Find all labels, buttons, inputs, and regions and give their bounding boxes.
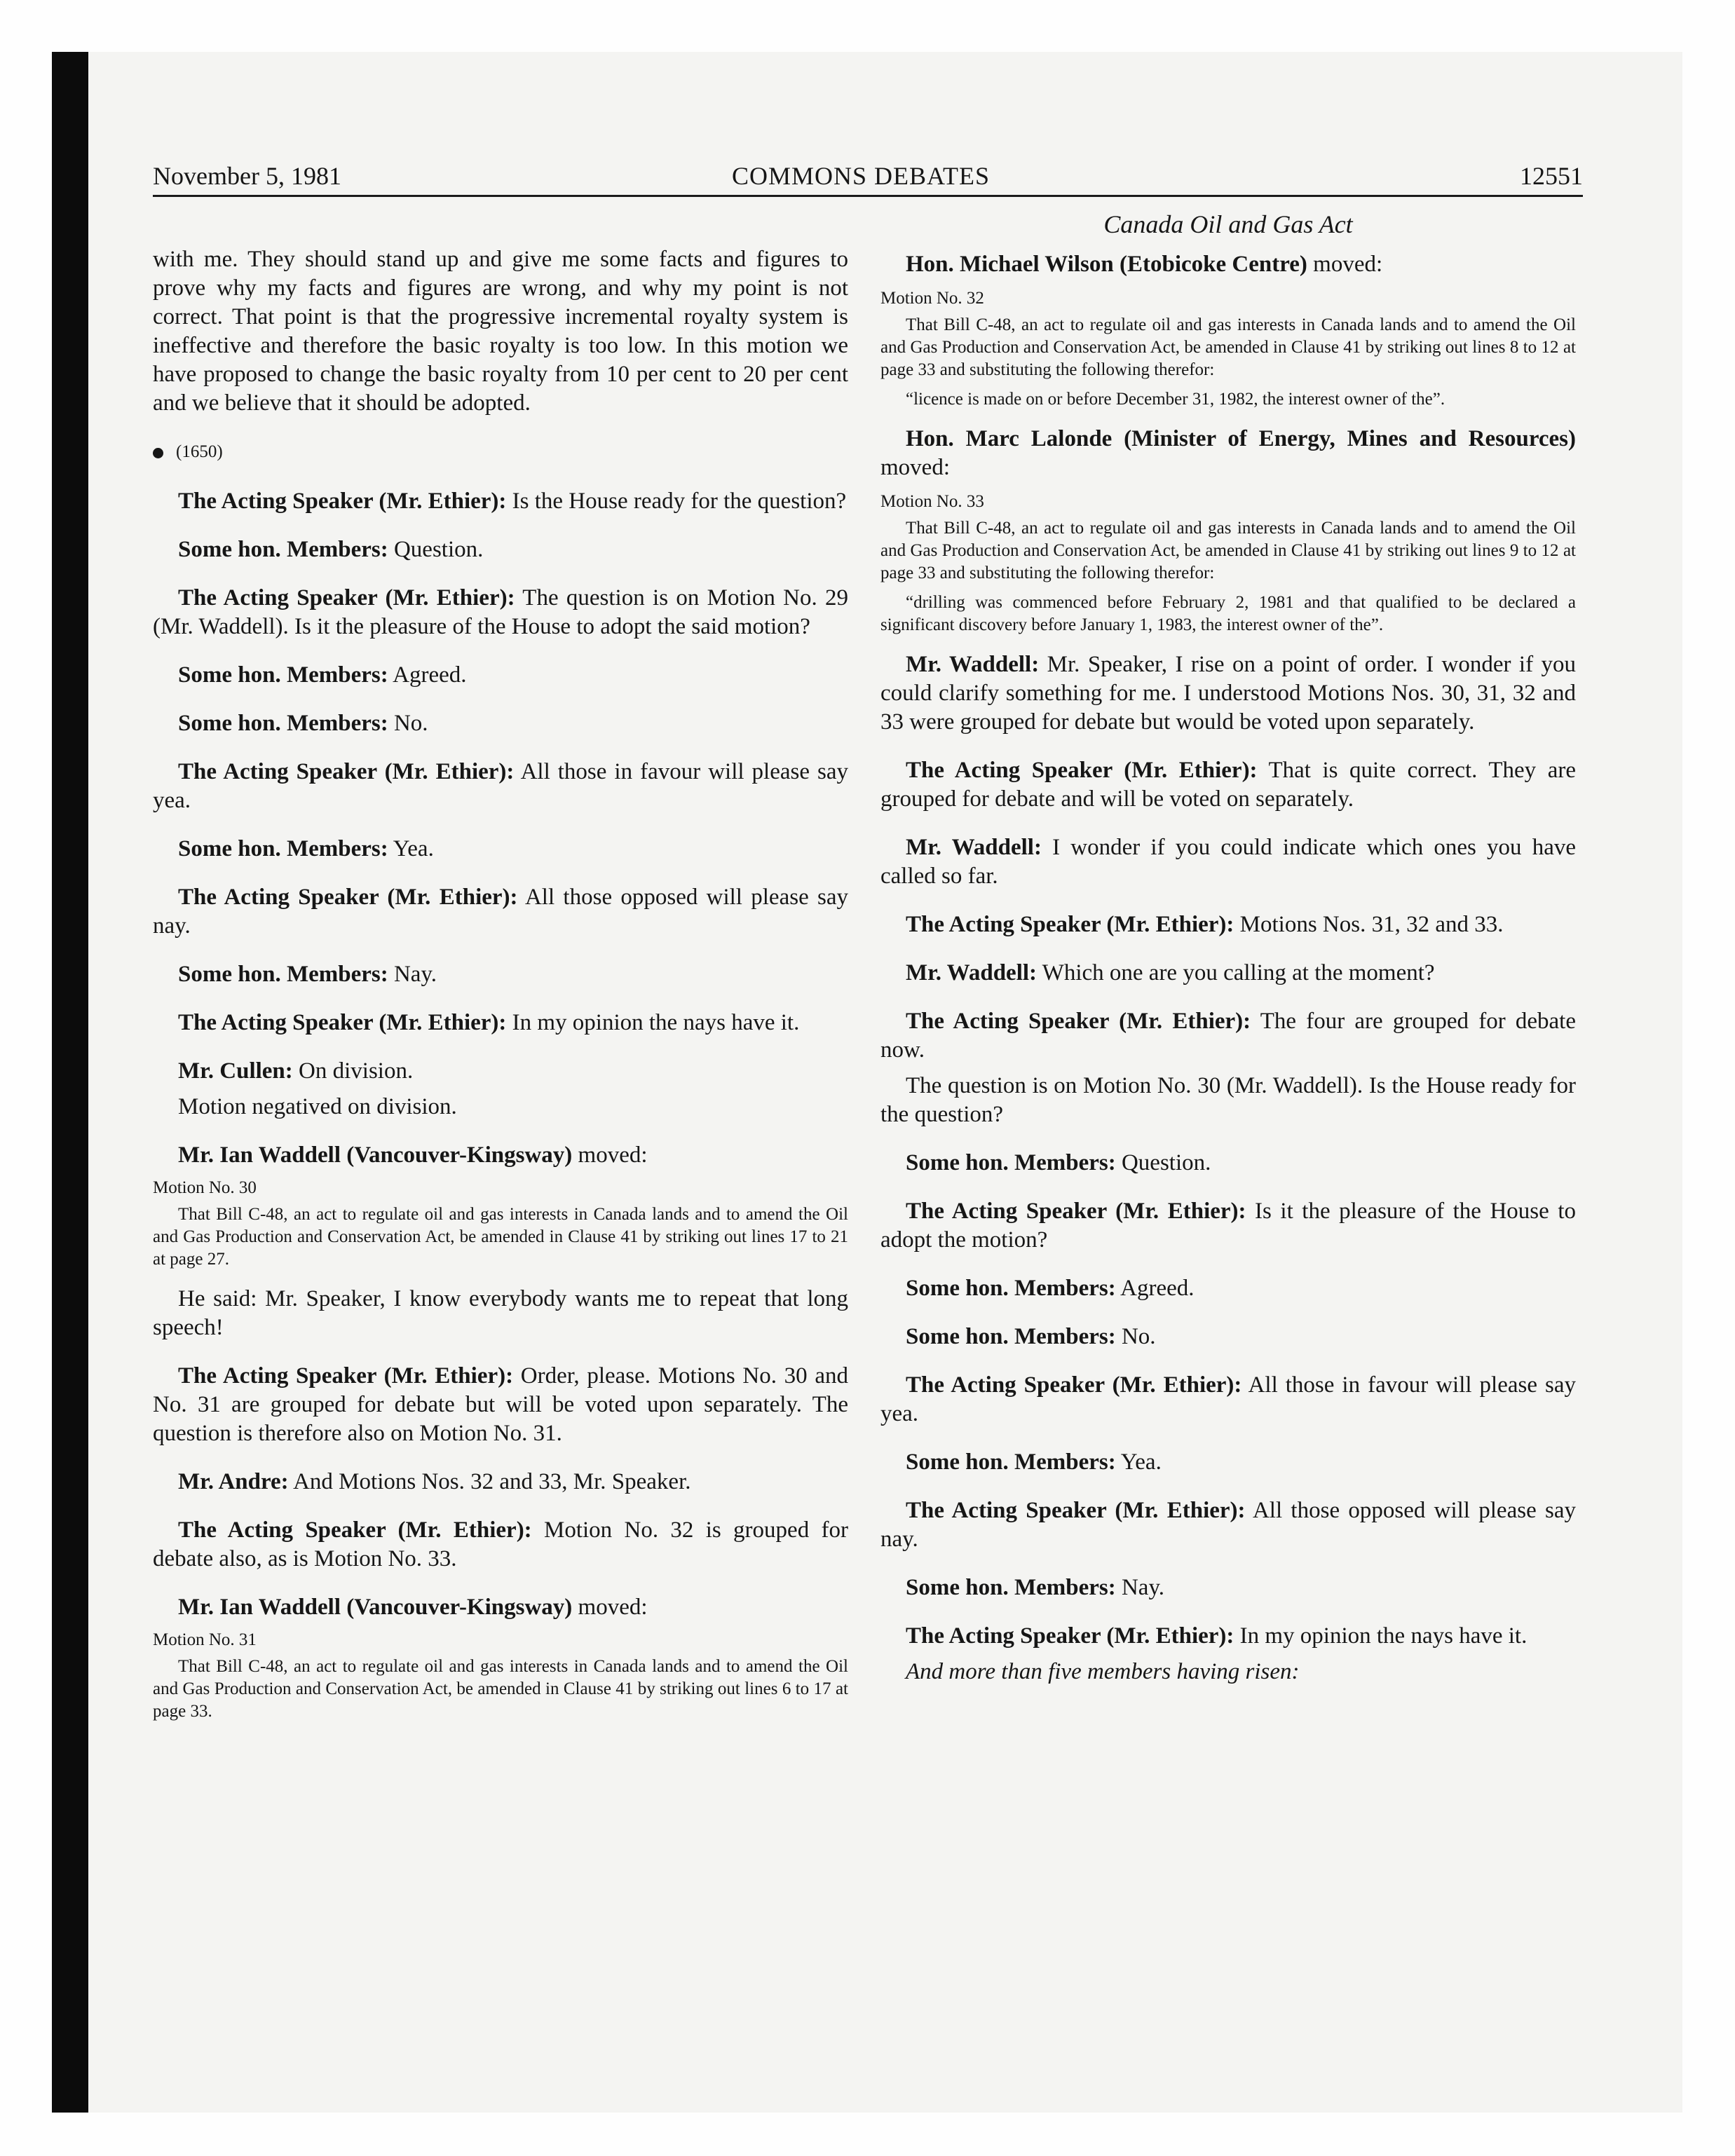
- speech-text: Question.: [1115, 1150, 1211, 1175]
- speaker: The Acting Speaker (Mr. Ethier):: [178, 885, 518, 910]
- speech-text: In my opinion the nays have it.: [1234, 1623, 1528, 1649]
- speaker: Mr. Waddell:: [906, 835, 1042, 860]
- speaker: Hon. Michael Wilson (Etobicoke Centre): [906, 252, 1307, 277]
- speaker: The Acting Speaker (Mr. Ethier):: [178, 1517, 532, 1543]
- speaker: Some hon. Members:: [178, 836, 388, 861]
- speech-text: And Motions Nos. 32 and 33, Mr. Speaker.: [288, 1469, 691, 1494]
- scan-edge-bar: [52, 52, 88, 2113]
- speech-text: All those opposed will please say nay.: [153, 885, 848, 939]
- speaker: The Acting Speaker (Mr. Ethier):: [178, 585, 515, 610]
- speech-text: Which one are you calling at the moment?: [1037, 960, 1435, 985]
- speech: [153, 535, 848, 564]
- speaker: Mr. Andre:: [178, 1469, 289, 1494]
- motion-number: Motion No. 30: [153, 1178, 257, 1197]
- speech: [153, 835, 848, 864]
- speech-text: That is quite correct. They are grouped for debate and will be voted on separately.: [880, 758, 1576, 812]
- speech: [153, 1516, 848, 1574]
- motion-quote: “licence is made on or before December 31, 1982, the interest owner of the”.: [906, 390, 1445, 409]
- paragraph: The question is on Motion No. 30 (Mr. Waddell). Is the House ready for the question?: [880, 1073, 1576, 1127]
- bullet-icon: [153, 448, 163, 458]
- paragraph: with me. They should stand up and give me some facts and figures to prove why my facts and figures are wrong, and why my point is not correct. That point is that the progressive incremental royalty system is ineffective and therefore the basic royalty is too low. In this motion we have proposed to change the basic royalty from 10 per cent to 20 per cent and we believe that it should be adopted.: [153, 247, 848, 416]
- motion-number: Motion No. 31: [153, 1630, 257, 1649]
- motion-number: Motion No. 33: [880, 492, 984, 511]
- speaker: Mr. Waddell:: [906, 652, 1040, 677]
- speech: [153, 709, 848, 738]
- speech-text: Is it the pleasure of the House to adopt the motion?: [880, 1199, 1576, 1253]
- speech: [880, 1496, 1576, 1554]
- speech: [153, 584, 848, 641]
- speech-text: Agreed.: [388, 662, 467, 688]
- speech: [880, 250, 1576, 279]
- speech: [880, 1574, 1576, 1602]
- speech-text: All those in favour will please say yea.: [153, 759, 849, 813]
- section-title: Canada Oil and Gas Act: [1103, 210, 1353, 238]
- speech: [153, 1468, 848, 1496]
- speech: [153, 960, 848, 989]
- speech: [153, 1593, 848, 1622]
- page-header: [153, 161, 1583, 192]
- speaker: Some hon. Members:: [178, 662, 388, 688]
- speech: [880, 1197, 1576, 1255]
- header-date: November 5, 1981: [153, 162, 341, 190]
- speaker: Some hon. Members:: [906, 1276, 1116, 1301]
- speaker: Some hon. Members:: [906, 1575, 1116, 1600]
- speech-text: In my opinion the nays have it.: [506, 1010, 800, 1035]
- speech-text: Order, please. Motions No. 30 and No. 31 are grouped for debate but will be voted upon separately. The question is therefore also on Motion No. 31.: [153, 1363, 848, 1446]
- speech-text: Nay.: [1115, 1575, 1165, 1600]
- speech-text: moved:: [572, 1595, 648, 1620]
- speaker: The Acting Speaker (Mr. Ethier):: [906, 1009, 1251, 1034]
- speech: [880, 833, 1576, 891]
- time-marker: [153, 437, 848, 466]
- speech: [153, 883, 848, 941]
- speech: [880, 959, 1576, 988]
- speech-text: Yea.: [388, 836, 434, 861]
- speech-text: No.: [388, 711, 428, 736]
- speaker: The Acting Speaker (Mr. Ethier):: [906, 1199, 1246, 1224]
- speech: [880, 910, 1576, 939]
- speaker: Mr. Waddell:: [906, 960, 1037, 985]
- speech: [880, 1274, 1576, 1303]
- speaker: The Acting Speaker (Mr. Ethier):: [178, 1363, 514, 1389]
- speaker: Some hon. Members:: [906, 1324, 1116, 1349]
- motion-text: That Bill C-48, an act to regulate oil and gas interests in Canada lands and to amend the Oil and Gas Production and Conservation Act, be amended in Clause 41 by striking out lines 6 to 17 at page 33.: [153, 1657, 848, 1721]
- speech: [153, 1009, 848, 1037]
- header-rule: [153, 195, 1583, 197]
- speech: [153, 661, 848, 690]
- speaker: Some hon. Members:: [178, 711, 388, 736]
- speech-text: All those opposed will please say nay.: [880, 1498, 1576, 1552]
- speech-text: The four are grouped for debate now.: [880, 1009, 1576, 1063]
- speech-text: Motions Nos. 31, 32 and 33.: [1234, 912, 1504, 937]
- speech: [153, 1057, 848, 1086]
- header-publication: COMMONS DEBATES: [732, 162, 991, 190]
- speech: [153, 758, 848, 815]
- speech: [153, 487, 848, 516]
- right-column: [880, 210, 1576, 1706]
- speech-text: Agreed.: [1115, 1276, 1195, 1301]
- speech-text: Nay.: [388, 962, 437, 987]
- speech-text: Yea.: [1115, 1449, 1162, 1475]
- speech: [880, 1448, 1576, 1477]
- speech: [880, 1371, 1576, 1428]
- speech-text: No.: [1115, 1324, 1156, 1349]
- speech-text: Question.: [388, 537, 484, 562]
- speech: [880, 650, 1576, 737]
- speech-text: Is the House ready for the question?: [506, 489, 847, 514]
- speech: [880, 1622, 1576, 1651]
- speaker: The Acting Speaker (Mr. Ethier):: [178, 759, 515, 784]
- speech-text: On division.: [292, 1058, 414, 1084]
- speaker: Mr. Ian Waddell (Vancouver-Kingsway): [178, 1142, 573, 1168]
- speaker: The Acting Speaker (Mr. Ethier):: [906, 912, 1234, 937]
- speaker: The Acting Speaker (Mr. Ethier):: [906, 1498, 1246, 1523]
- speaker: Some hon. Members:: [906, 1150, 1116, 1175]
- motion-text: That Bill C-48, an act to regulate oil and gas interests in Canada lands and to amend the Oil and Gas Production and Conservation Act, be amended in Clause 41 by striking out lines 9 to 12 at page 33 and substituting the following therefor:: [880, 519, 1576, 582]
- speaker: Mr. Cullen:: [178, 1058, 293, 1084]
- speech: [880, 1007, 1576, 1065]
- speaker: The Acting Speaker (Mr. Ethier):: [906, 1623, 1234, 1649]
- speaker: The Acting Speaker (Mr. Ethier):: [178, 1010, 507, 1035]
- procedure-note: And more than five members having risen:: [906, 1659, 1300, 1684]
- speaker: Some hon. Members:: [178, 962, 388, 987]
- speech: [153, 1141, 848, 1170]
- procedure-note: Motion negatived on division.: [178, 1094, 457, 1119]
- speaker: Hon. Marc Lalonde (Minister of Energy, Mines and Resources): [906, 426, 1576, 451]
- motion-text: That Bill C-48, an act to regulate oil and gas interests in Canada lands and to amend the Oil and Gas Production and Conservation Act, be amended in Clause 41 by striking out lines 8 to 12 at page 33 and substituting the following therefor:: [880, 315, 1576, 379]
- speech-text: The question is on Motion No. 29 (Mr. Waddell). Is it the pleasure of the House to adopt the said motion?: [153, 585, 848, 639]
- speech-text: moved:: [572, 1142, 648, 1168]
- time-stamp: (1650): [176, 442, 223, 461]
- speech: [880, 756, 1576, 814]
- speech-text: moved:: [1307, 252, 1383, 277]
- speech: [153, 1362, 848, 1448]
- speaker: Some hon. Members:: [906, 1449, 1116, 1475]
- motion-quote: “drilling was commenced before February 2, 1981 and that qualified to be declared a significant discovery before January 1, 1983, the interest owner of the”.: [880, 593, 1576, 634]
- speech-text: Mr. Speaker, I rise on a point of order. I wonder if you could clarify something for me. I understood Motions Nos. 30, 31, 32 and 33 were grouped for debate but would be voted upon separately.: [880, 652, 1576, 735]
- header-page-number: 12551: [1520, 162, 1583, 190]
- paragraph: He said: Mr. Speaker, I know everybody wants me to repeat that long speech!: [153, 1286, 848, 1340]
- speech-text: I wonder if you could indicate which ones you have called so far.: [880, 835, 1576, 889]
- speaker: The Acting Speaker (Mr. Ethier):: [906, 758, 1258, 783]
- speech: [880, 1149, 1576, 1178]
- speaker: Mr. Ian Waddell (Vancouver-Kingsway): [178, 1595, 573, 1620]
- motion-text: That Bill C-48, an act to regulate oil and gas interests in Canada lands and to amend the Oil and Gas Production and Conservation Act, be amended in Clause 41 by striking out lines 17 to 21 at page 27.: [153, 1205, 848, 1269]
- speaker: Some hon. Members:: [178, 537, 388, 562]
- left-column: [153, 245, 848, 1737]
- speech: [880, 425, 1576, 482]
- speech: [880, 1323, 1576, 1351]
- motion-number: Motion No. 32: [880, 289, 984, 308]
- speaker: The Acting Speaker (Mr. Ethier):: [178, 489, 507, 514]
- speech-text: Motion No. 32 is grouped for debate also, as is Motion No. 33.: [153, 1517, 848, 1571]
- speech-text: moved:: [880, 455, 950, 480]
- speech-text: All those in favour will please say yea.: [880, 1372, 1577, 1426]
- speaker: The Acting Speaker (Mr. Ethier):: [906, 1372, 1242, 1398]
